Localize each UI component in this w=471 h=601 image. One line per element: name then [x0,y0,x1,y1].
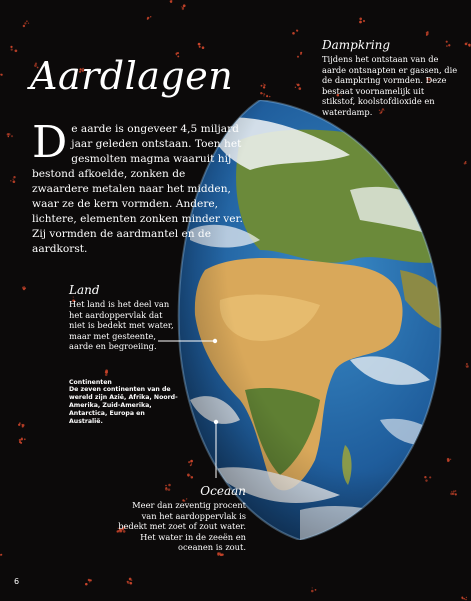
star [465,363,469,368]
star [10,46,17,52]
star [295,83,301,89]
page-number: 6 [14,577,20,586]
intro-dropcap: D [32,117,68,168]
land-callout [69,283,181,352]
star [426,31,429,36]
star [10,176,16,183]
intro-paragraph [32,117,244,257]
continenten-callout [69,379,179,426]
star [450,490,457,495]
intro-text: e aarde is ongeveer 4,5 miljard jaar geleden ontstaan. Toen het gesmolten magma waaruit hij bestond afkoelde, zonken de zwaardere metalen naar het midden, waar ze de kern vormden. Andere, lichtere, elementen zonken minder ver. Zij vormden de aardmantel en de aardkorst. [32,123,243,255]
oceaan-text: Meer dan zeventig procent van het aardoppervlak is bedekt met zoet of zout water. Het water in de zeeën en oceanen is zout. [118,500,246,553]
star [465,42,471,47]
star [18,422,25,427]
star [261,83,266,88]
star [461,597,467,601]
star [359,17,365,23]
star [198,43,205,49]
dampkring-callout [322,38,460,118]
star [7,133,13,137]
star [170,0,173,3]
oceaan-heading: Oceaan [200,484,246,498]
oceaan-callout [118,484,246,553]
star [127,578,133,585]
star [22,286,26,290]
star [297,52,302,58]
star [260,92,265,96]
continenten-heading: Continenten [69,379,112,386]
land-heading: Land [69,283,100,297]
star [181,4,186,10]
star [464,161,467,164]
land-text: Het land is het deel van het aardoppervlak dat niet is bedekt met water, maar met gesteente, aarde en begroeiing. [69,299,174,352]
page-title: Aardlagen [30,54,234,98]
dampkring-heading: Dampkring [322,38,391,52]
star [147,16,152,20]
continenten-text: De zeven continenten van de wereld zijn Azië, Afrika, Noord-Amerika, Zuid-Amerika, Antarctica, Europa en Australië. [69,386,178,425]
star [0,73,3,76]
star [266,95,270,98]
star [292,30,298,35]
star [0,554,2,556]
star [19,437,26,444]
star [23,20,29,27]
star [105,369,108,376]
dampkring-text: Tijdens het ontstaan van de aarde ontsnapten er gassen, die de dampkring vormden. Deze bestaat voornamelijk uit stikstof, koolstofdioxide en waterdamp. [322,54,458,117]
star [85,579,92,586]
star [311,587,316,592]
